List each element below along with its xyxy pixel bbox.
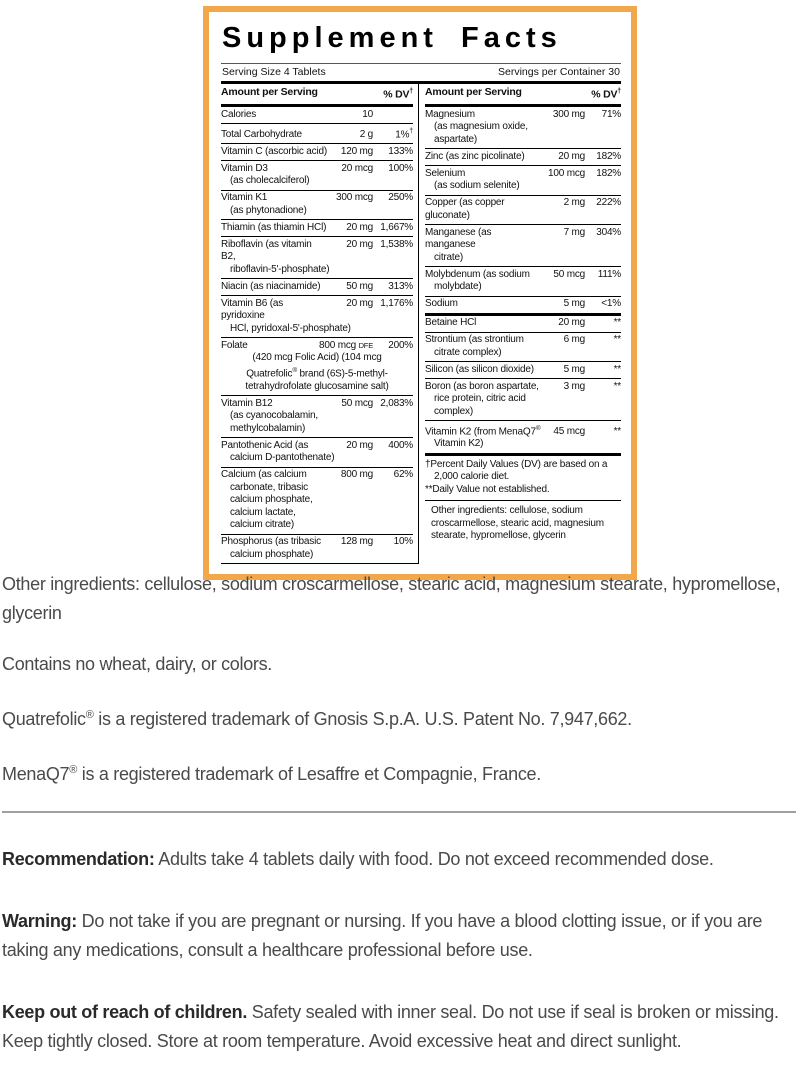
nutrient-amount: 2 mg [563, 197, 585, 208]
usage-warning-section [2, 845, 796, 1056]
nutrient-name: Riboflavin (as vitamin B2, [221, 238, 312, 263]
nutrient-subline: calcium D-pantothenate) [230, 452, 335, 464]
nutrient-subline: HCl, pyridoxal-5'-phosphate) [230, 322, 351, 334]
nutrient-amount: 5 mg [563, 363, 585, 375]
nutrient-name: Boron (as boron aspartate, [425, 380, 539, 392]
ingredients-trademark-section [2, 570, 796, 789]
nutrient-name: Total Carbohydrate [221, 128, 302, 140]
amount-header: Amount per Serving [221, 86, 318, 98]
nutrient-dv: 222% [596, 197, 621, 208]
nutrient-row [425, 361, 621, 378]
body-paragraph [2, 570, 796, 628]
paragraph-label: Warning: [2, 911, 77, 931]
nutrient-row [221, 437, 413, 467]
nutrient-amount: 6 mg [563, 334, 585, 345]
nutrient-amount: 300 mcg [336, 192, 373, 204]
nutrient-column-right [419, 84, 621, 564]
nutrient-amount: 800 mg [340, 469, 373, 481]
nutrient-subline: Quatrefolic® brand (6S)-5-methyl- [246, 366, 388, 380]
nutrient-row [221, 190, 413, 220]
nutrient-dv: 1%† [395, 127, 413, 140]
nutrient-rows-left [221, 107, 413, 563]
nutrient-amount: 20 mg [346, 238, 373, 250]
nutrient-dv: 10% [393, 536, 413, 548]
nutrient-subline: (as magnesium oxide, [434, 121, 528, 132]
nutrient-name: Vitamin D3 [221, 162, 268, 174]
paragraph-text: Contains no wheat, dairy, or colors. [2, 654, 273, 674]
nutrient-row [425, 107, 621, 148]
nutrient-subline: (as phytonadione) [230, 204, 307, 216]
body-paragraph [2, 756, 796, 789]
nutrient-dv: 111% [597, 268, 621, 280]
nutrient-amount: 300 mg [552, 108, 585, 120]
body-paragraph [2, 701, 796, 734]
nutrient-name: Phosphorus (as tribasic [221, 536, 321, 548]
nutrient-name: Vitamin K1 [221, 192, 268, 204]
nutrient-name: Silicon (as silicon dioxide) [425, 363, 534, 375]
nutrient-subline: Vitamin K2) [434, 438, 484, 450]
nutrient-dv: ** [613, 317, 621, 328]
nutrient-subline: carbonate, tribasic [230, 481, 308, 493]
other-ingredients: Other ingredients: cellulose, sodium croscarmellose, stearic acid, magnesium stearate, hypromellose, glycerin [425, 500, 621, 545]
nutrient-name: Thiamin (as thiamin HCl) [221, 221, 327, 233]
body-paragraph [2, 998, 796, 1056]
servings-per-container: Servings per Container 30 [498, 66, 620, 78]
nutrient-subline: (as sodium selenite) [434, 180, 520, 191]
nutrient-row [221, 219, 413, 236]
nutrient-subline: calcium phosphate, [230, 494, 313, 506]
nutrient-subline: calcium citrate) [230, 519, 295, 531]
nutrient-dv: 313% [388, 280, 413, 292]
nutrient-dv: 71% [601, 108, 621, 120]
footnote-daily-values: †Percent Daily Values (DV) are based on a 2,000 calorie diet. [425, 458, 608, 483]
nutrient-row [221, 295, 413, 337]
nutrient-dv: 182% [596, 167, 621, 179]
nutrient-name: Copper (as copper gluconate) [425, 197, 505, 221]
nutrient-row [221, 107, 413, 123]
nutrient-dv: 250% [388, 192, 413, 204]
nutrient-dv: 200% [388, 339, 413, 351]
label-body-text [2, 570, 796, 1089]
nutrient-subline: molybdate) [434, 281, 482, 292]
nutrient-subline: (as cholecalciferol) [230, 175, 310, 187]
nutrient-amount: 10 [362, 108, 373, 120]
body-paragraph [2, 845, 796, 874]
nutrient-amount: 20 mg [346, 439, 373, 451]
nutrient-subline: (as cyanocobalamin, [230, 410, 318, 422]
nutrient-amount: 20 mg [558, 150, 585, 162]
paragraph-label: Recommendation: [2, 849, 155, 869]
nutrient-name: Folate [221, 339, 248, 351]
nutrient-subline: methylcobalamin) [230, 422, 306, 434]
nutrient-row [221, 236, 413, 278]
nutrient-dv: <1% [601, 298, 621, 309]
nutrient-name: Strontium (as strontium [425, 334, 524, 345]
nutrient-dv: 304% [596, 226, 621, 238]
nutrient-row [221, 534, 413, 564]
nutrient-row [221, 395, 413, 437]
nutrient-dv: 62% [393, 469, 413, 481]
nutrient-row [221, 123, 413, 143]
nutrient-dv: ** [613, 334, 621, 345]
nutrient-row [425, 148, 621, 165]
body-paragraph [2, 650, 796, 679]
nutrient-column-left [221, 84, 419, 564]
panel-title: Supplement Facts [222, 22, 562, 54]
paragraph-text: Other ingredients: cellulose, sodium croscarmellose, stearic acid, magnesium stearate, hypromellose, glycerin [2, 574, 781, 623]
nutrient-subline: (420 mcg Folic Acid) (104 mcg [252, 352, 382, 364]
nutrient-row [425, 195, 621, 225]
nutrient-amount: 800 mcg DFE [319, 339, 373, 351]
column-header-right [425, 84, 621, 107]
serving-info-row [221, 63, 621, 84]
dv-header: % DV† [383, 88, 413, 101]
nutrient-row [425, 378, 621, 420]
nutrient-subline: calcium phosphate) [230, 548, 314, 560]
nutrient-subline: riboflavin-5'-phosphate) [230, 263, 330, 275]
nutrient-dv: ** [613, 425, 621, 437]
nutrient-row [221, 143, 413, 160]
nutrient-subline: citrate complex) [434, 346, 502, 358]
nutrient-dv: ** [613, 380, 621, 392]
section-divider [2, 811, 796, 813]
nutrient-row [221, 337, 413, 395]
body-paragraph [2, 907, 796, 965]
serving-size: Serving Size 4 Tablets [222, 66, 326, 78]
nutrient-dv: 1,667% [380, 221, 413, 233]
nutrient-name: Pantothenic Acid (as [221, 439, 309, 451]
nutrient-amount: 20 mcg [341, 162, 373, 174]
nutrient-dv: 133% [388, 145, 413, 157]
nutrient-name: Vitamin K2 (from MenaQ7® [425, 424, 541, 437]
paragraph-text: Adults take 4 tablets daily with food. Do not exceed recommended dose. [154, 849, 714, 869]
nutrient-amount: 50 mcg [341, 397, 373, 409]
nutrient-name: Betaine HCl [425, 317, 477, 328]
paragraph-text: Do not take if you are pregnant or nursing. If you have a blood clotting issue, or if you are taking any medications, consult a healthcare professional before use. [2, 911, 763, 960]
nutrient-amount: 50 mg [346, 280, 373, 292]
nutrient-row [221, 278, 413, 295]
footnote-block [425, 453, 621, 501]
paragraph-text: Safety sealed with inner seal. Do not use if seal is broken or missing. Keep tightly closed. Store at room temperature. Avoid excessive heat and direct sunlight. [2, 1002, 779, 1051]
nutrient-rows-right [425, 107, 621, 453]
nutrient-amount: 2 g [359, 128, 373, 140]
nutrient-amount: 100 mcg [548, 167, 585, 179]
nutrient-subline: citrate) [434, 251, 463, 263]
nutrient-row [425, 296, 621, 313]
nutrient-dv: 1,538% [380, 238, 413, 250]
nutrient-amount: 50 mcg [553, 268, 585, 280]
nutrient-columns [221, 84, 621, 564]
nutrient-row [425, 313, 621, 332]
nutrient-name: Calories [221, 108, 257, 120]
nutrient-row [425, 165, 621, 195]
nutrient-amount: 3 mg [563, 380, 585, 392]
nutrient-amount: 20 mg [346, 221, 373, 233]
paragraph-label: Keep out of reach of children. [2, 1002, 248, 1022]
nutrient-name: Vitamin B12 [221, 397, 273, 409]
nutrient-amount: 7 mg [563, 226, 585, 238]
column-header-left [221, 84, 413, 107]
nutrient-amount: 120 mg [340, 145, 373, 157]
nutrient-name: Manganese (as manganese [425, 226, 492, 250]
supplement-facts-panel [203, 6, 637, 580]
nutrient-subline: calcium lactate, [230, 506, 296, 518]
nutrient-dv: 100% [388, 162, 413, 174]
nutrient-subline: tetrahydrofolate glucosamine salt) [245, 380, 389, 392]
nutrient-dv: ** [613, 363, 621, 375]
nutrient-row [425, 420, 621, 453]
nutrient-amount: 5 mg [563, 298, 585, 309]
nutrient-dv: 182% [596, 150, 621, 162]
nutrient-amount: 20 mg [346, 297, 373, 309]
nutrient-name: Sodium [425, 298, 458, 309]
nutrient-name: Magnesium [425, 108, 475, 120]
nutrient-subline: aspartate) [434, 133, 478, 145]
nutrient-row [425, 224, 621, 266]
nutrient-name: Niacin (as niacinamide) [221, 280, 321, 292]
nutrient-row [425, 332, 621, 362]
footnote-not-established: **Daily Value not established. [425, 483, 550, 495]
nutrient-amount: 45 mcg [553, 425, 585, 437]
nutrient-amount: 128 mg [340, 536, 373, 548]
nutrient-row [221, 160, 413, 190]
nutrient-name: Selenium [425, 167, 466, 179]
nutrient-name: Zinc (as zinc picolinate) [425, 150, 525, 162]
amount-header: Amount per Serving [425, 86, 522, 98]
nutrient-dv: 400% [388, 439, 413, 451]
nutrient-name: Vitamin C (ascorbic acid) [221, 145, 327, 157]
paragraph-text: MenaQ7® is a registered trademark of Lesaffre et Compagnie, France. [2, 764, 541, 784]
nutrient-amount: 20 mg [558, 317, 585, 328]
dv-header: % DV† [591, 88, 621, 101]
nutrient-dv: 1,176% [380, 297, 413, 309]
nutrient-row [221, 467, 413, 534]
nutrient-row [425, 266, 621, 296]
nutrient-dv: 2,083% [380, 397, 413, 409]
paragraph-text: Quatrefolic® is a registered trademark of Gnosis S.p.A. U.S. Patent No. 7,947,662. [2, 709, 632, 729]
nutrient-name: Vitamin B6 (as pyridoxine [221, 297, 284, 322]
nutrient-name: Molybdenum (as sodium [425, 268, 530, 280]
nutrient-subline: rice protein, citric acid [434, 393, 526, 404]
nutrient-subline: complex) [434, 405, 473, 417]
nutrient-name: Calcium (as calcium [221, 469, 307, 481]
